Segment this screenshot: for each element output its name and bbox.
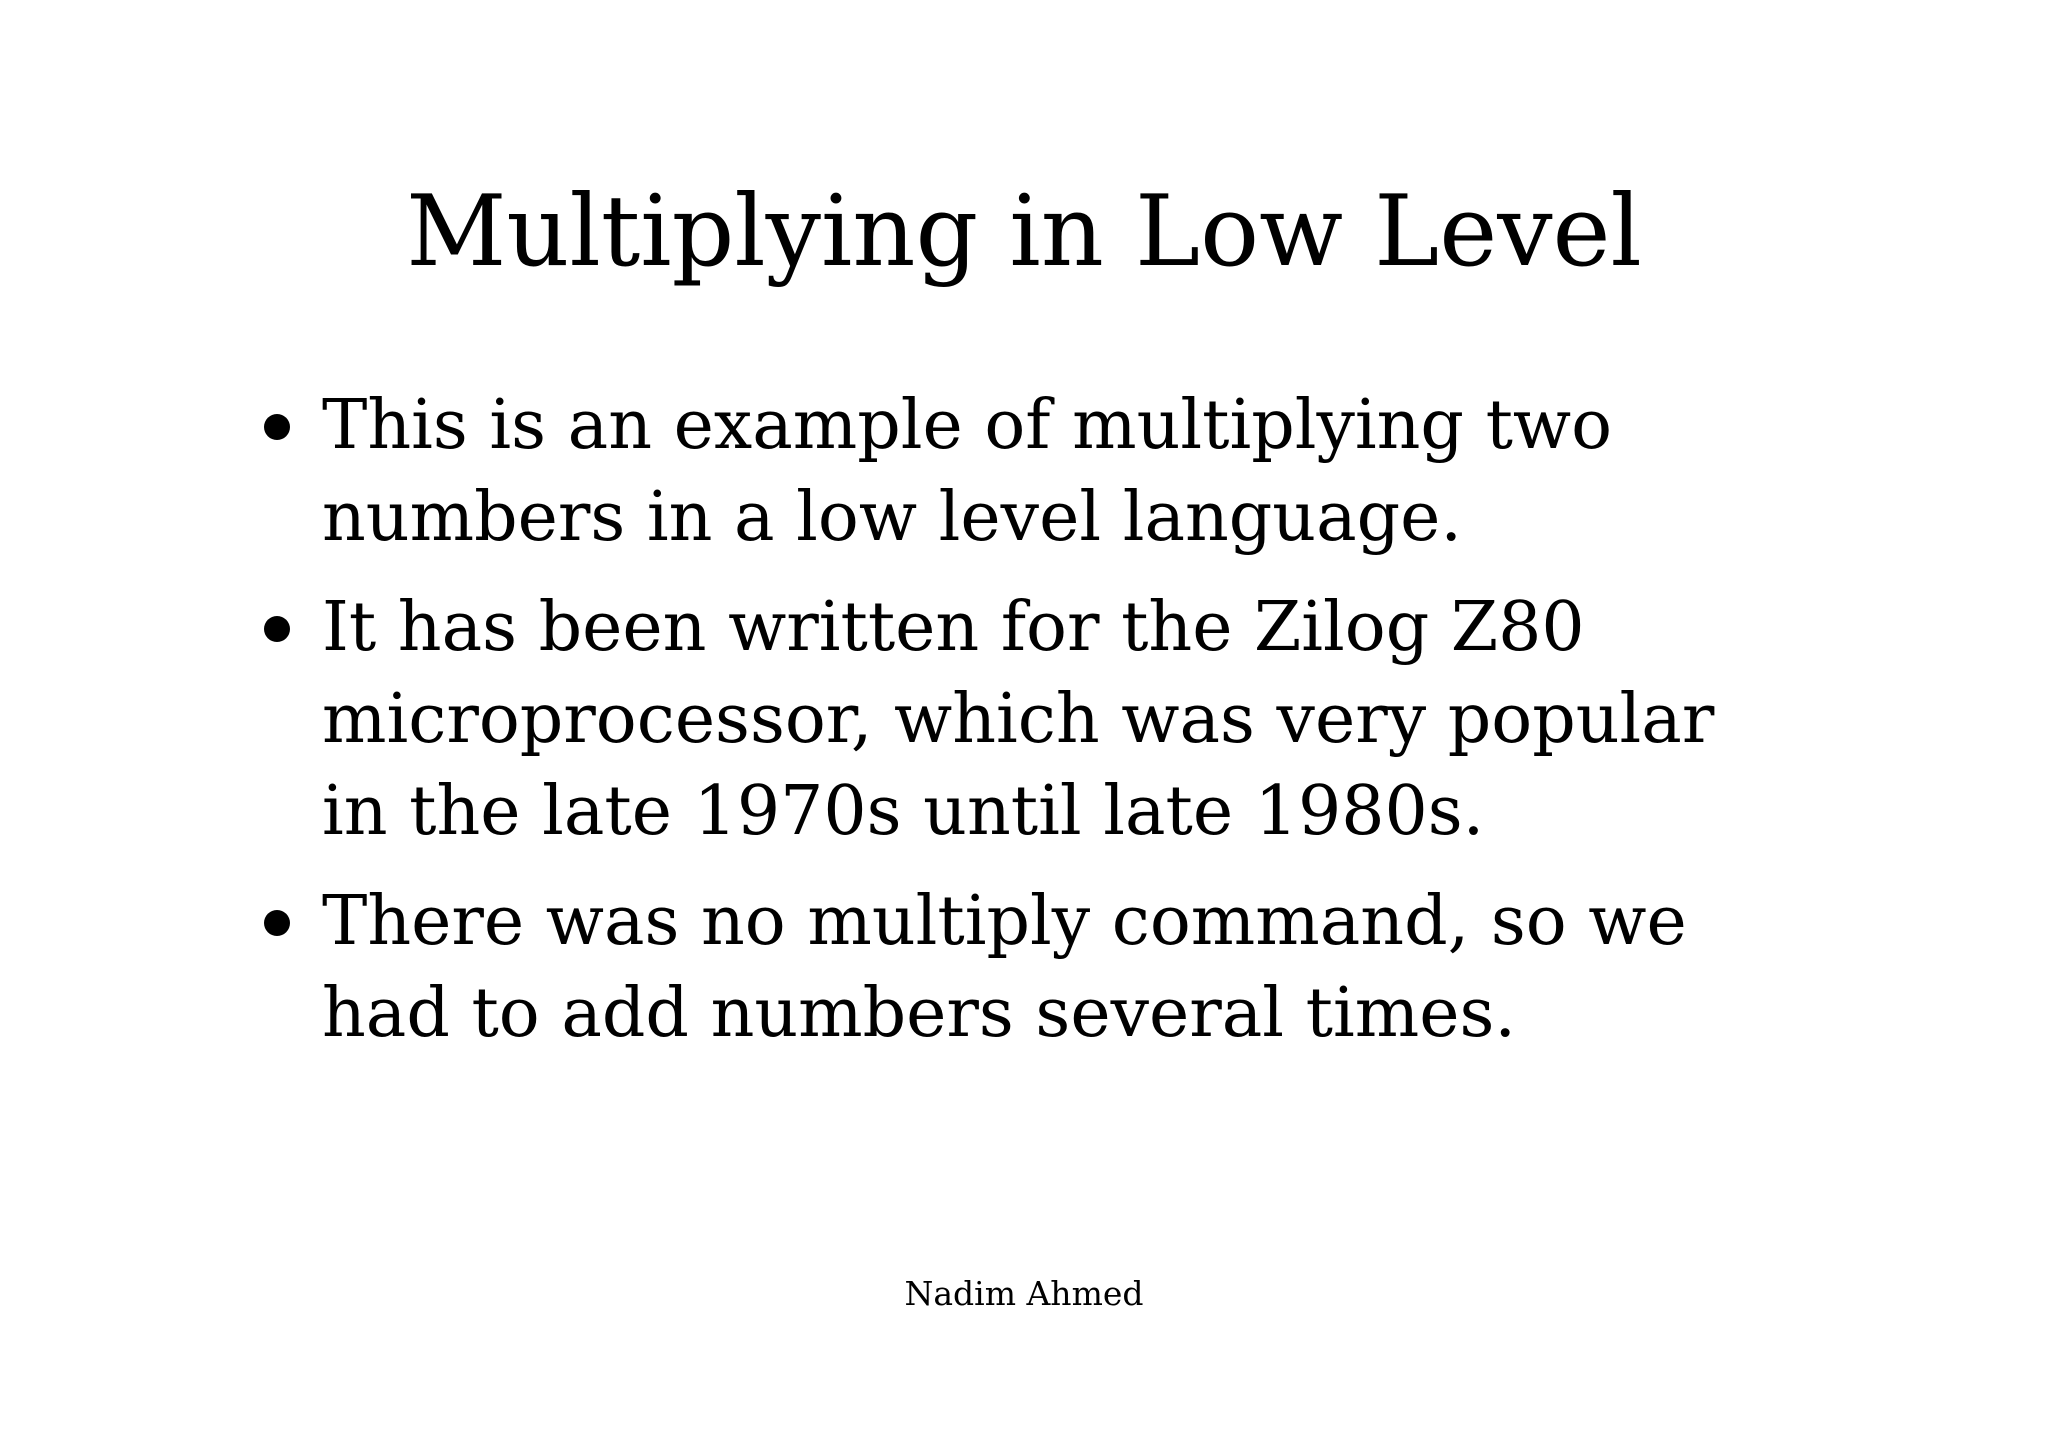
bullet-line: in the late 1970s until late 1980s. — [322, 772, 1485, 851]
bullet-item — [258, 380, 1818, 564]
bullet-line: had to add numbers several times. — [322, 974, 1516, 1053]
author-footer: Nadim Ahmed — [904, 1274, 1144, 1313]
slide-title: Multiplying in Low Level — [406, 175, 1642, 289]
bullet-line: This is an example of multiplying two — [322, 386, 1613, 465]
bullet-list — [258, 380, 1818, 1078]
bullet-item — [258, 582, 1818, 858]
bullet-point-icon — [264, 910, 290, 936]
bullet-item — [258, 876, 1818, 1060]
bullet-line: It has been written for the Zilog Z80 — [322, 588, 1585, 667]
bullet-line: There was no multiply command, so we — [322, 882, 1687, 961]
bullet-line: numbers in a low level language. — [322, 478, 1463, 557]
bullet-line: microprocessor, which was very popular — [322, 680, 1715, 759]
bullet-point-icon — [264, 616, 290, 642]
bullet-point-icon — [264, 414, 290, 440]
